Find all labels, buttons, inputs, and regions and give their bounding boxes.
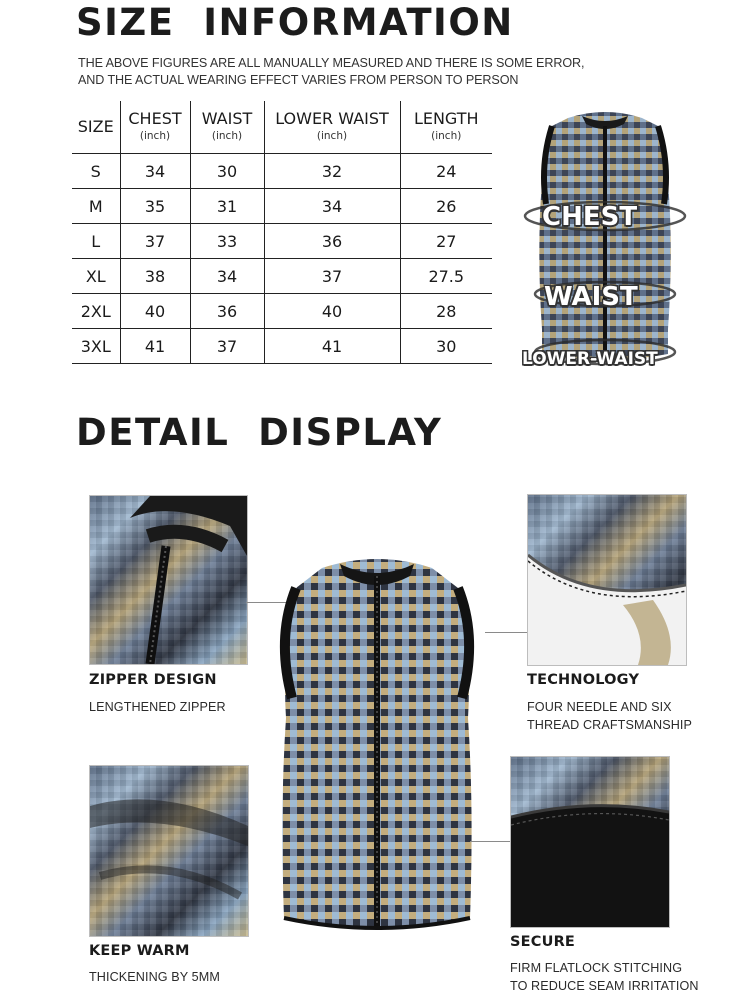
keep-warm-detail-image [89, 765, 249, 937]
detail-display-title: DETAIL DISPLAY [76, 411, 443, 454]
waist-cell: 37 [190, 329, 264, 364]
header-size: SIZE [72, 101, 120, 154]
zipper-detail-image [89, 495, 248, 665]
technology-sub-line1: FOUR NEEDLE AND SIX [527, 700, 672, 714]
header-lower-waist: LOWER WAIST (inch) [264, 101, 400, 154]
chest-label: CHEST [542, 202, 638, 232]
keep-warm-sub: THICKENING BY 5MM [89, 970, 220, 984]
length-cell: 28 [400, 294, 492, 329]
table-row [72, 154, 492, 189]
chest-cell: 37 [120, 224, 190, 259]
chest-cell: 35 [120, 189, 190, 224]
lower-waist-cell: 32 [264, 154, 400, 189]
lower-waist-cell: 34 [264, 189, 400, 224]
length-cell: 27 [400, 224, 492, 259]
chest-cell: 41 [120, 329, 190, 364]
technology-title: TECHNOLOGY [527, 672, 640, 688]
zipper-design-title: ZIPPER DESIGN [89, 672, 217, 688]
size-cell: XL [72, 259, 120, 294]
lower-waist-cell: 37 [264, 259, 400, 294]
table-row [72, 294, 492, 329]
hem-icon [511, 757, 669, 927]
length-cell: 27.5 [400, 259, 492, 294]
size-cell: L [72, 224, 120, 259]
measurement-note-line2: AND THE ACTUAL WEARING EFFECT VARIES FROM PERSON TO PERSON [78, 73, 519, 87]
length-cell: 26 [400, 189, 492, 224]
length-cell: 24 [400, 154, 492, 189]
technology-sub [527, 698, 692, 734]
chest-cell: 40 [120, 294, 190, 329]
measurement-note-line1: THE ABOVE FIGURES ARE ALL MANUALLY MEASURED AND THERE IS SOME ERROR, [78, 56, 585, 70]
lower-waist-label: LOWER-WAIST [522, 349, 658, 369]
vest-measurement-illustration [520, 104, 690, 374]
waist-cell: 34 [190, 259, 264, 294]
size-chart-table [72, 101, 492, 364]
lower-waist-cell: 40 [264, 294, 400, 329]
technology-detail-image [527, 494, 687, 666]
secure-detail-image [510, 756, 670, 928]
length-cell: 30 [400, 329, 492, 364]
table-row [72, 224, 492, 259]
zipper-design-sub: LENGTHENED ZIPPER [89, 700, 226, 714]
header-chest: CHEST (inch) [120, 101, 190, 154]
keep-warm-title: KEEP WARM [89, 943, 190, 959]
secure-pointer-line [470, 841, 510, 842]
secure-title: SECURE [510, 934, 576, 950]
table-row [72, 259, 492, 294]
waist-cell: 33 [190, 224, 264, 259]
waist-cell: 36 [190, 294, 264, 329]
lower-waist-cell: 36 [264, 224, 400, 259]
size-chart-header [72, 101, 492, 154]
size-cell: M [72, 189, 120, 224]
vest-icon [262, 548, 492, 938]
size-information-title: SIZE INFORMATION [76, 1, 514, 44]
vest-image [520, 104, 690, 374]
zipper-icon [90, 496, 247, 664]
size-cell: 2XL [72, 294, 120, 329]
seam-icon [528, 495, 686, 665]
technology-sub-line2: THREAD CRAFTSMANSHIP [527, 718, 693, 732]
secure-sub [510, 959, 699, 995]
fold-icon [90, 766, 248, 936]
vest-product-image [262, 548, 492, 938]
measurement-note [78, 55, 584, 89]
table-row [72, 329, 492, 364]
waist-cell: 31 [190, 189, 264, 224]
lower-waist-cell: 41 [264, 329, 400, 364]
header-waist: WAIST (inch) [190, 101, 264, 154]
size-cell: 3XL [72, 329, 120, 364]
header-length: LENGTH (inch) [400, 101, 492, 154]
waist-cell: 30 [190, 154, 264, 189]
size-cell: S [72, 154, 120, 189]
waist-label: WAIST [544, 282, 638, 312]
chest-cell: 38 [120, 259, 190, 294]
secure-sub-line2: TO REDUCE SEAM IRRITATION [510, 979, 699, 993]
table-row [72, 189, 492, 224]
secure-sub-line1: FIRM FLATLOCK STITCHING [510, 961, 683, 975]
chest-cell: 34 [120, 154, 190, 189]
